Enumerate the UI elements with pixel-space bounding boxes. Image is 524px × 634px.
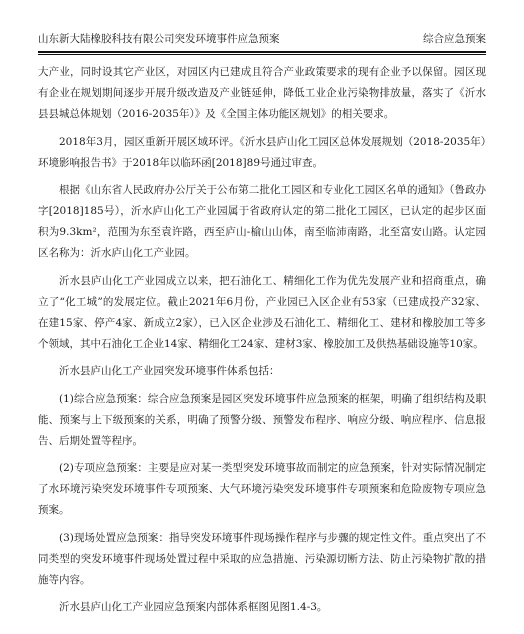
paragraph-comprehensive-plan: (1)综合应急预案：综合应急预案是园区突发环境事件应急预案的框架，明确了组织结构及职能、预案与上下级预案的关系，明确了预警分级、预警发布程序、响应分级、响应程序、信息报告、后期处置等程序。 (38, 392, 486, 447)
paragraph-special-plan: (2)专项应急预案：主要是应对某一类型突发环境事故而制定的应急预案，针对实际情况制定了水环境污染突发环境事件专项预案、大气环境污染突发环境事件专项预案和危险废物专项应急预案。 (38, 462, 486, 516)
paragraph-system-intro: 沂水县庐山化工产业园突发环境事件体系包括： (59, 365, 280, 377)
document-body (38, 62, 486, 625)
paragraph-figure-reference: 沂水县庐山化工产业园应急预案内部体系框图见图1.4-3。 (59, 601, 328, 613)
paragraph-2018-eia: 2018年3月，园区重新开展区域环评。《沂水县庐山化工园区总体发展规划（2018-2035年）环境影响报告书》于2018年以临环函[2018]89号通过审查。 (38, 135, 486, 169)
header-company-title: 山东新大陆橡胶科技有限公司突发环境事件应急预案 (38, 33, 280, 45)
page-header (38, 30, 486, 48)
header-doc-type: 综合应急预案 (423, 33, 486, 45)
paragraph-continuation: 大产业，同时设其它产业区，对园区内已建成且符合产业政策要求的现有企业予以保留。园区现有企业在规划期间逐步开展升级改造及产业链延伸，降低工业企业污染物排放量，落实了《沂水县县城总体规划（2016-2035年）》及《全国主体功能区规划》的相关要求。 (38, 66, 486, 120)
header-rule-thick (38, 51, 486, 53)
header-rule-thin (38, 54, 486, 55)
paragraph-onsite-plan: (3)现场处置应急预案：指导突发环境事件现场操作程序与步骤的规定性文件。重点突出了不同类型的突发环境事件现场处置过程中采取的应急措施、污染源切断方法、防止污染物扩散的措施等内容。 (38, 531, 486, 586)
paragraph-park-recognition: 根据《山东省人民政府办公厅关于公布第二批化工园区和专业化工园区名单的通知》（鲁政办字[2018]185号），沂水庐山化工产业园属于省政府认定的第二批化工园区，已认定的起步区面积为9.3km²，范围为东至袁许路，西至庐山-榆山山体，南至临沛南路，北至富安山路。认定园区名称为：沂水庐山化工产业园。 (38, 184, 486, 259)
paragraph-park-industry: 沂水县庐山化工产业园成立以来，把石油化工、精细化工作为优先发展产业和招商重点，确立了“化工城”的发展定位。截止2021年6月份，产业园已入区企业有53家（已建成投产32家、在建15家、停产4家、新成立2家），已入区企业涉及石油化工、精细化工、建材和橡胶加工等多个领域，其中石油化工企业14家、精细化工24家、建材3家、橡胶加工及供热基础设施等10家。 (38, 274, 486, 350)
